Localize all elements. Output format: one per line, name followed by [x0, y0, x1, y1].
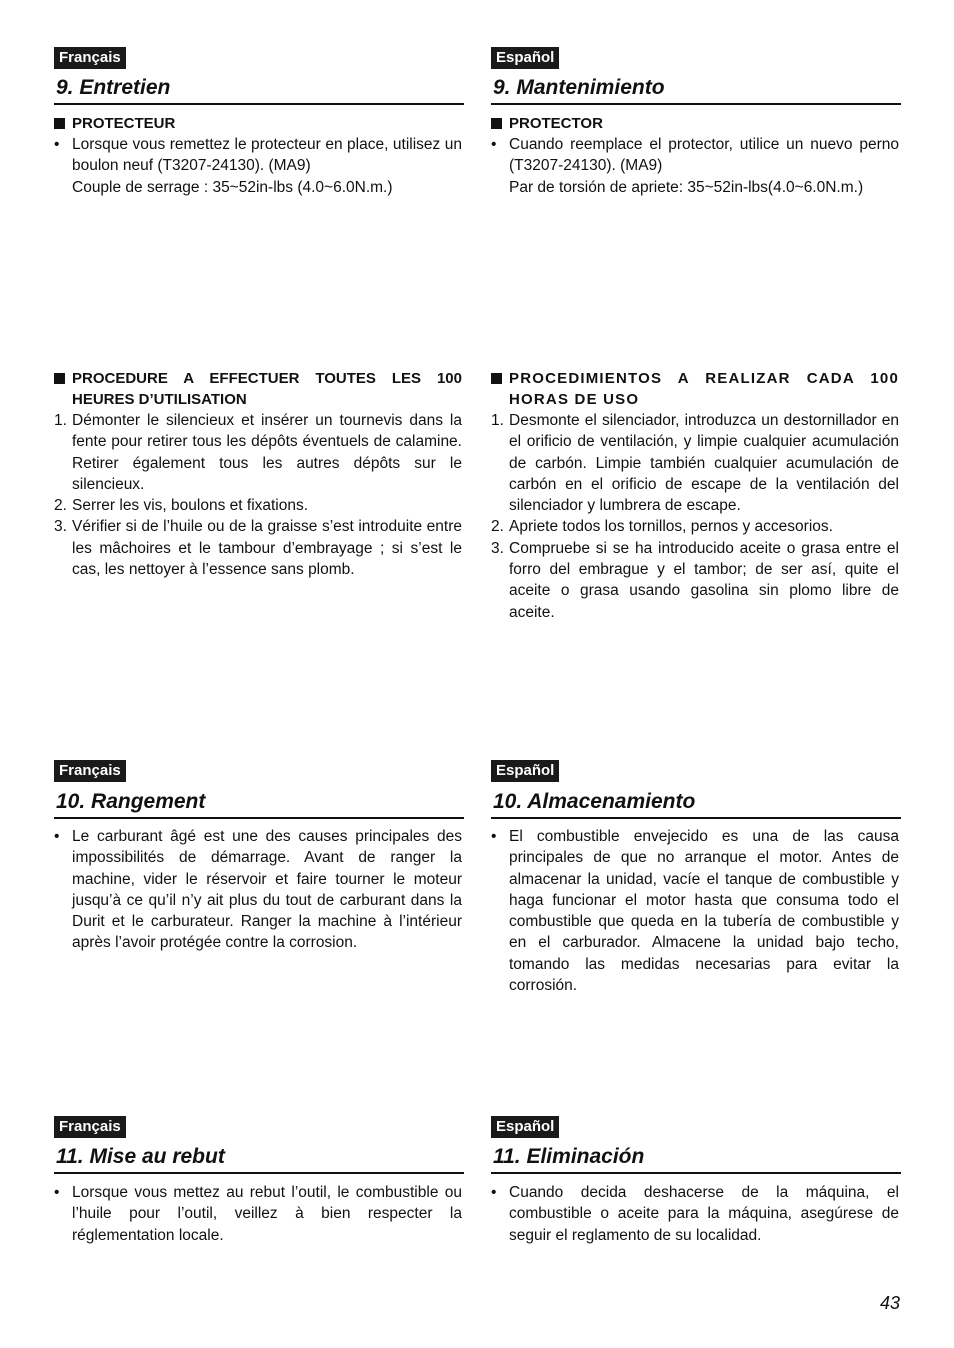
- bullet-icon: •: [491, 136, 497, 153]
- list-item: • Lorsque vous mettez au rebut l’outil, le combustible ou l’huile pour l’outil, veillez à bien respecter la réglementation locale.: [54, 1184, 462, 1244]
- language-tag-spanish: Español: [491, 47, 559, 69]
- section-divider: [54, 1172, 464, 1174]
- section-divider: [491, 817, 901, 819]
- list-item: • Cuando decida deshacerse de la máquina, el combustible o aceite para la máquina, asegúrese de seguir el reglamento de su localidad.: [491, 1184, 899, 1244]
- subsection-heading: PROCEDURE A EFFECTUER TOUTES LES 100 HEURES D’UTILISATION: [54, 368, 462, 410]
- list-item: • Le carburant âgé est une des causes principales des impossibilités de démarrage. Avant de ranger la machine, vider le réservoir et faire tourner le moteur jusqu’à ce qu’il n’y ait plus du tout de carburant dans la Durit et le carburateur. Ranger la machine à l’intérieur après l’avoir protégée contre la corrosion.: [54, 828, 462, 952]
- torque-note: Par de torsión de apriete: 35~52in-lbs(4.0~6.0N.m.): [509, 178, 864, 196]
- square-bullet-icon: [491, 118, 502, 129]
- square-bullet-icon: [54, 118, 65, 129]
- section-title: 11. Mise au rebut: [56, 1145, 225, 1168]
- section-divider: [54, 817, 464, 819]
- list-item: 1. Desmonte el silenciador, introduzca un destornillador en el orificio de ventilación, y limpie cualquier acumulación de carbón. Limpie también cualquier acumulación de carbón en el orificio de escape de la ventilación del silenciador y lumbrera de escape.: [491, 412, 899, 515]
- section-title: 9. Entretien: [56, 76, 171, 99]
- list-item: • El combustible envejecido es una de las causa principales de que no arranque el motor. Antes de almacenar la unidad, vacíe el tanque de combustible y haga funcionar el motor hasta que consuma todo el combustible que queda en la tubería de combustible y en el carburador. Almacene la unidad bajo techo, tomando las medidas necesarias para evitar la corrosión.: [491, 828, 899, 995]
- bullet-icon: •: [54, 828, 60, 845]
- list-item: • Cuando reemplace el protector, utilice un nuevo perno (T3207-24130). (MA9): [491, 136, 899, 175]
- square-bullet-icon: [491, 373, 502, 384]
- section-title: 10. Almacenamiento: [493, 790, 696, 813]
- list-item: • Lorsque vous remettez le protecteur en place, utilisez un boulon neuf (T3207-24130). (MA9): [54, 136, 462, 175]
- subsection-heading: PROTECTOR: [491, 113, 899, 134]
- bullet-icon: •: [54, 136, 60, 153]
- section-divider: [491, 103, 901, 105]
- section-title: 11. Eliminación: [493, 1145, 645, 1168]
- list-item: 2. Serrer les vis, boulons et fixations.: [54, 497, 309, 515]
- square-bullet-icon: [54, 373, 65, 384]
- list-item: 1. Démonter le silencieux et insérer un tournevis dans la fente pour retirer tous les dépôts éventuels de calamine. Retirer également tous les autres dépôts sur le silencieux.: [54, 412, 462, 493]
- language-tag-french: Français: [54, 47, 126, 69]
- torque-note: Couple de serrage : 35~52in-lbs (4.0~6.0N.m.): [72, 178, 393, 196]
- section-divider: [491, 1172, 901, 1174]
- bullet-icon: •: [491, 1184, 497, 1201]
- subsection-heading: PROTECTEUR: [54, 113, 462, 134]
- language-tag-spanish: Español: [491, 760, 559, 782]
- language-tag-spanish: Español: [491, 1116, 559, 1138]
- section-title: 9. Mantenimiento: [493, 76, 665, 99]
- bullet-icon: •: [491, 828, 497, 845]
- list-item: 3. Vérifier si de l’huile ou de la graisse s’est introduite entre les mâchoires et le tambour d’embrayage ; si s’est le cas, les nettoyer à l’essence sans plomb.: [54, 518, 462, 579]
- section-title: 10. Rangement: [56, 790, 206, 813]
- subsection-heading: PROCEDIMIENTOS A REALIZAR CADA 100 HORAS DE USO: [491, 368, 899, 410]
- language-tag-french: Français: [54, 760, 126, 782]
- list-item: 3. Compruebe si se ha introducido aceite o grasa entre el forro del embrague y el tambor; de ser así, quite el aceite o grasa usando gasolina sin plomo libre de aceite.: [491, 539, 899, 621]
- bullet-icon: •: [54, 1184, 60, 1201]
- page-number: 43: [879, 1293, 900, 1313]
- section-divider: [54, 103, 464, 105]
- language-tag-french: Français: [54, 1116, 126, 1138]
- list-item: 2. Apriete todos los tornillos, pernos y accesorios.: [491, 518, 833, 536]
